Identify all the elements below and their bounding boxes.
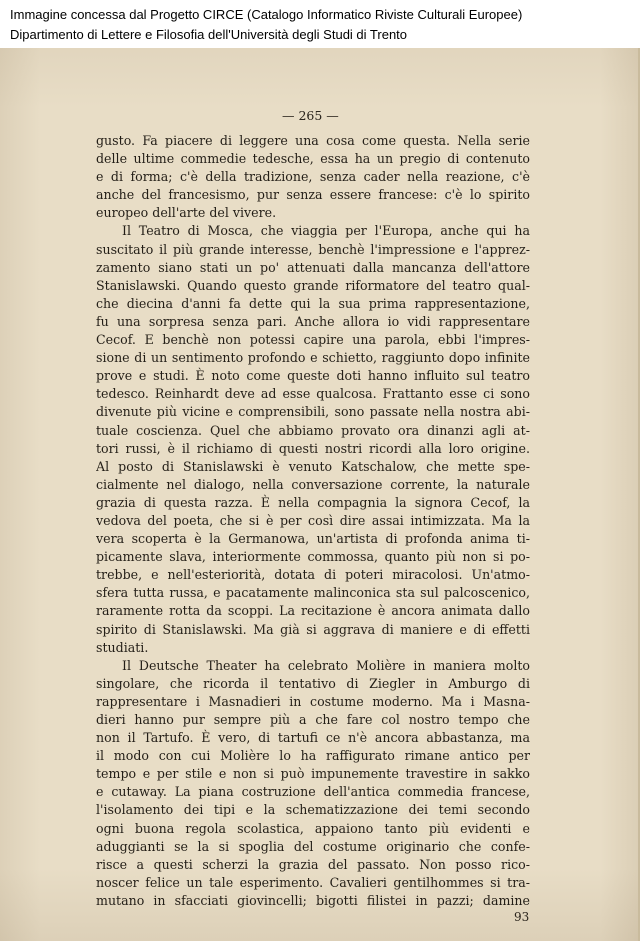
- text-line: grazia di questa razza. È nella compagnia la signora Cecof, la: [96, 494, 530, 510]
- text-line: mutano in sfacciati giovincelli; bigotti filistei in pazzi; damine: [96, 892, 530, 908]
- text-line: zamento siano stati un po' attenuati dalla mancanza dell'attore: [96, 259, 530, 275]
- text-line: gusto. Fa piacere di leggere una cosa come questa. Nella serie: [96, 133, 530, 148]
- text-line: cialmente nel dialogo, nella conversazione corrente, la naturale: [96, 476, 530, 492]
- text-line: Al posto di Stanislawski è venuto Katschalow, che mette spe-: [96, 458, 530, 474]
- text-line: che diecina d'anni fa dette qui la sua prima rappresentazione,: [96, 295, 530, 311]
- text-line: aduggianti se la si spoglia del costume originario che confe-: [96, 838, 530, 854]
- text-line: Stanislawski. Quando questo grande riformatore del teatro qual-: [96, 277, 530, 293]
- text-line: vedova del poeta, che si è per così dire assai intimizzata. Ma la: [96, 512, 530, 528]
- text-line: l'isolamento dei tipi e la schematizzazione dei temi secondo: [96, 802, 530, 818]
- text-line: dieri hanno pur sempre più a che fare col nostro tempo che: [96, 712, 530, 727]
- text-line: delle ultime commedie tedesche, essa ha un pregio di contenuto: [96, 151, 530, 167]
- text-line: rappresentare i Masnadieri in costume moderno. Ma i Masna-: [96, 693, 530, 709]
- text-line: singolare, che ricorda il tentativo di Ziegler in Amburgo di: [96, 675, 530, 691]
- text-line: Il Teatro di Mosca, che viaggia per l'Europa, anche qui ha: [122, 223, 530, 239]
- text-line: non il Tartufo. È vero, di tartufi ce n'è ancora abbastanza, ma: [96, 730, 530, 746]
- text-line: divenute più vicine e comprensibili, sono passate nella nostra abi-: [96, 404, 530, 420]
- text-line: risce a questi scherzi la grazia del passato. Non posso rico-: [96, 856, 530, 872]
- credit-header: [0, 0, 640, 48]
- text-line: noscer felice un tale esperimento. Cavalieri gentilhommes si tra-: [96, 874, 530, 890]
- text-line: anche del francesismo, pur senza essere francese: c'è lo spirito: [96, 187, 530, 203]
- text-line: suscitato il più grande interesse, benchè l'impressione e l'apprez-: [96, 241, 530, 257]
- text-line: tori russi, è il richiamo di questi nostri ricordi alla loro origine.: [96, 440, 530, 456]
- text-line: e di forma; c'è della tradizione, senza cader nella reazione, c'è: [96, 169, 530, 185]
- credit-line-2: Dipartimento di Lettere e Filosofia dell'Università degli Studi di Trento: [10, 27, 408, 42]
- credit-line-1: Immagine concessa dal Progetto CIRCE (Catalogo Informatico Riviste Culturali Europee): [10, 7, 523, 22]
- text-line: trebbe, e nell'esteriorità, dotata di poteri miracolosi. Un'atmo-: [96, 567, 530, 583]
- text-line: Cecof. E benchè non potessi capire una parola, ebbi l'impres-: [96, 332, 530, 348]
- text-line: tuale coscienza. Quel che abbiamo provato ora dinanzi agli at-: [96, 422, 530, 438]
- text-line: Il Deutsche Theater ha celebrato Molière in maniera molto: [122, 657, 530, 673]
- text-line: e cutaway. La piana costruzione dell'antica commedia francese,: [96, 784, 530, 800]
- folio-number: 93: [514, 910, 530, 924]
- text-line: spirito di Stanislawski. Ma già si aggrava di maniere e di effetti: [96, 621, 530, 637]
- text-line: il modo con cui Molière lo ha raffigurato rimane antico per: [96, 748, 530, 764]
- page-number: — 265 —: [282, 108, 339, 123]
- text-line: europeo dell'arte del vivere.: [96, 205, 277, 221]
- text-line: vera scoperta è la Germanowa, un'artista di profonda anima ti-: [96, 531, 530, 547]
- text-line: sfera tutta russa, e pacatamente malinconica sta sul palcoscenico,: [96, 585, 530, 601]
- text-line: picamente slava, interiormente commossa, quanto più non si po-: [96, 549, 530, 565]
- text-line: fu una sorpresa senza pari. Anche allora io vidi rappresentare: [96, 313, 530, 329]
- text-line: raramente rotta da scoppi. La recitazione è ancora animata dallo: [96, 603, 530, 619]
- text-line: prove e studi. È noto come queste doti hanno influito sul teatro: [96, 368, 530, 384]
- scanned-page: [0, 48, 640, 941]
- text-line: studiati.: [96, 639, 149, 655]
- text-line: tempo e per stile e non si può impunemente travestire in sakko: [96, 766, 530, 782]
- text-line: sione di un sentimento profondo e schietto, raggiunto dopo infinite: [96, 350, 530, 366]
- text-line: ogni buona regola scolastica, appaiono tanto più evidenti e: [96, 820, 530, 836]
- body-text: [96, 132, 530, 910]
- text-line: tedesco. Reinhardt deve ad esse qualcosa. Frattanto esse ci sono: [96, 386, 530, 402]
